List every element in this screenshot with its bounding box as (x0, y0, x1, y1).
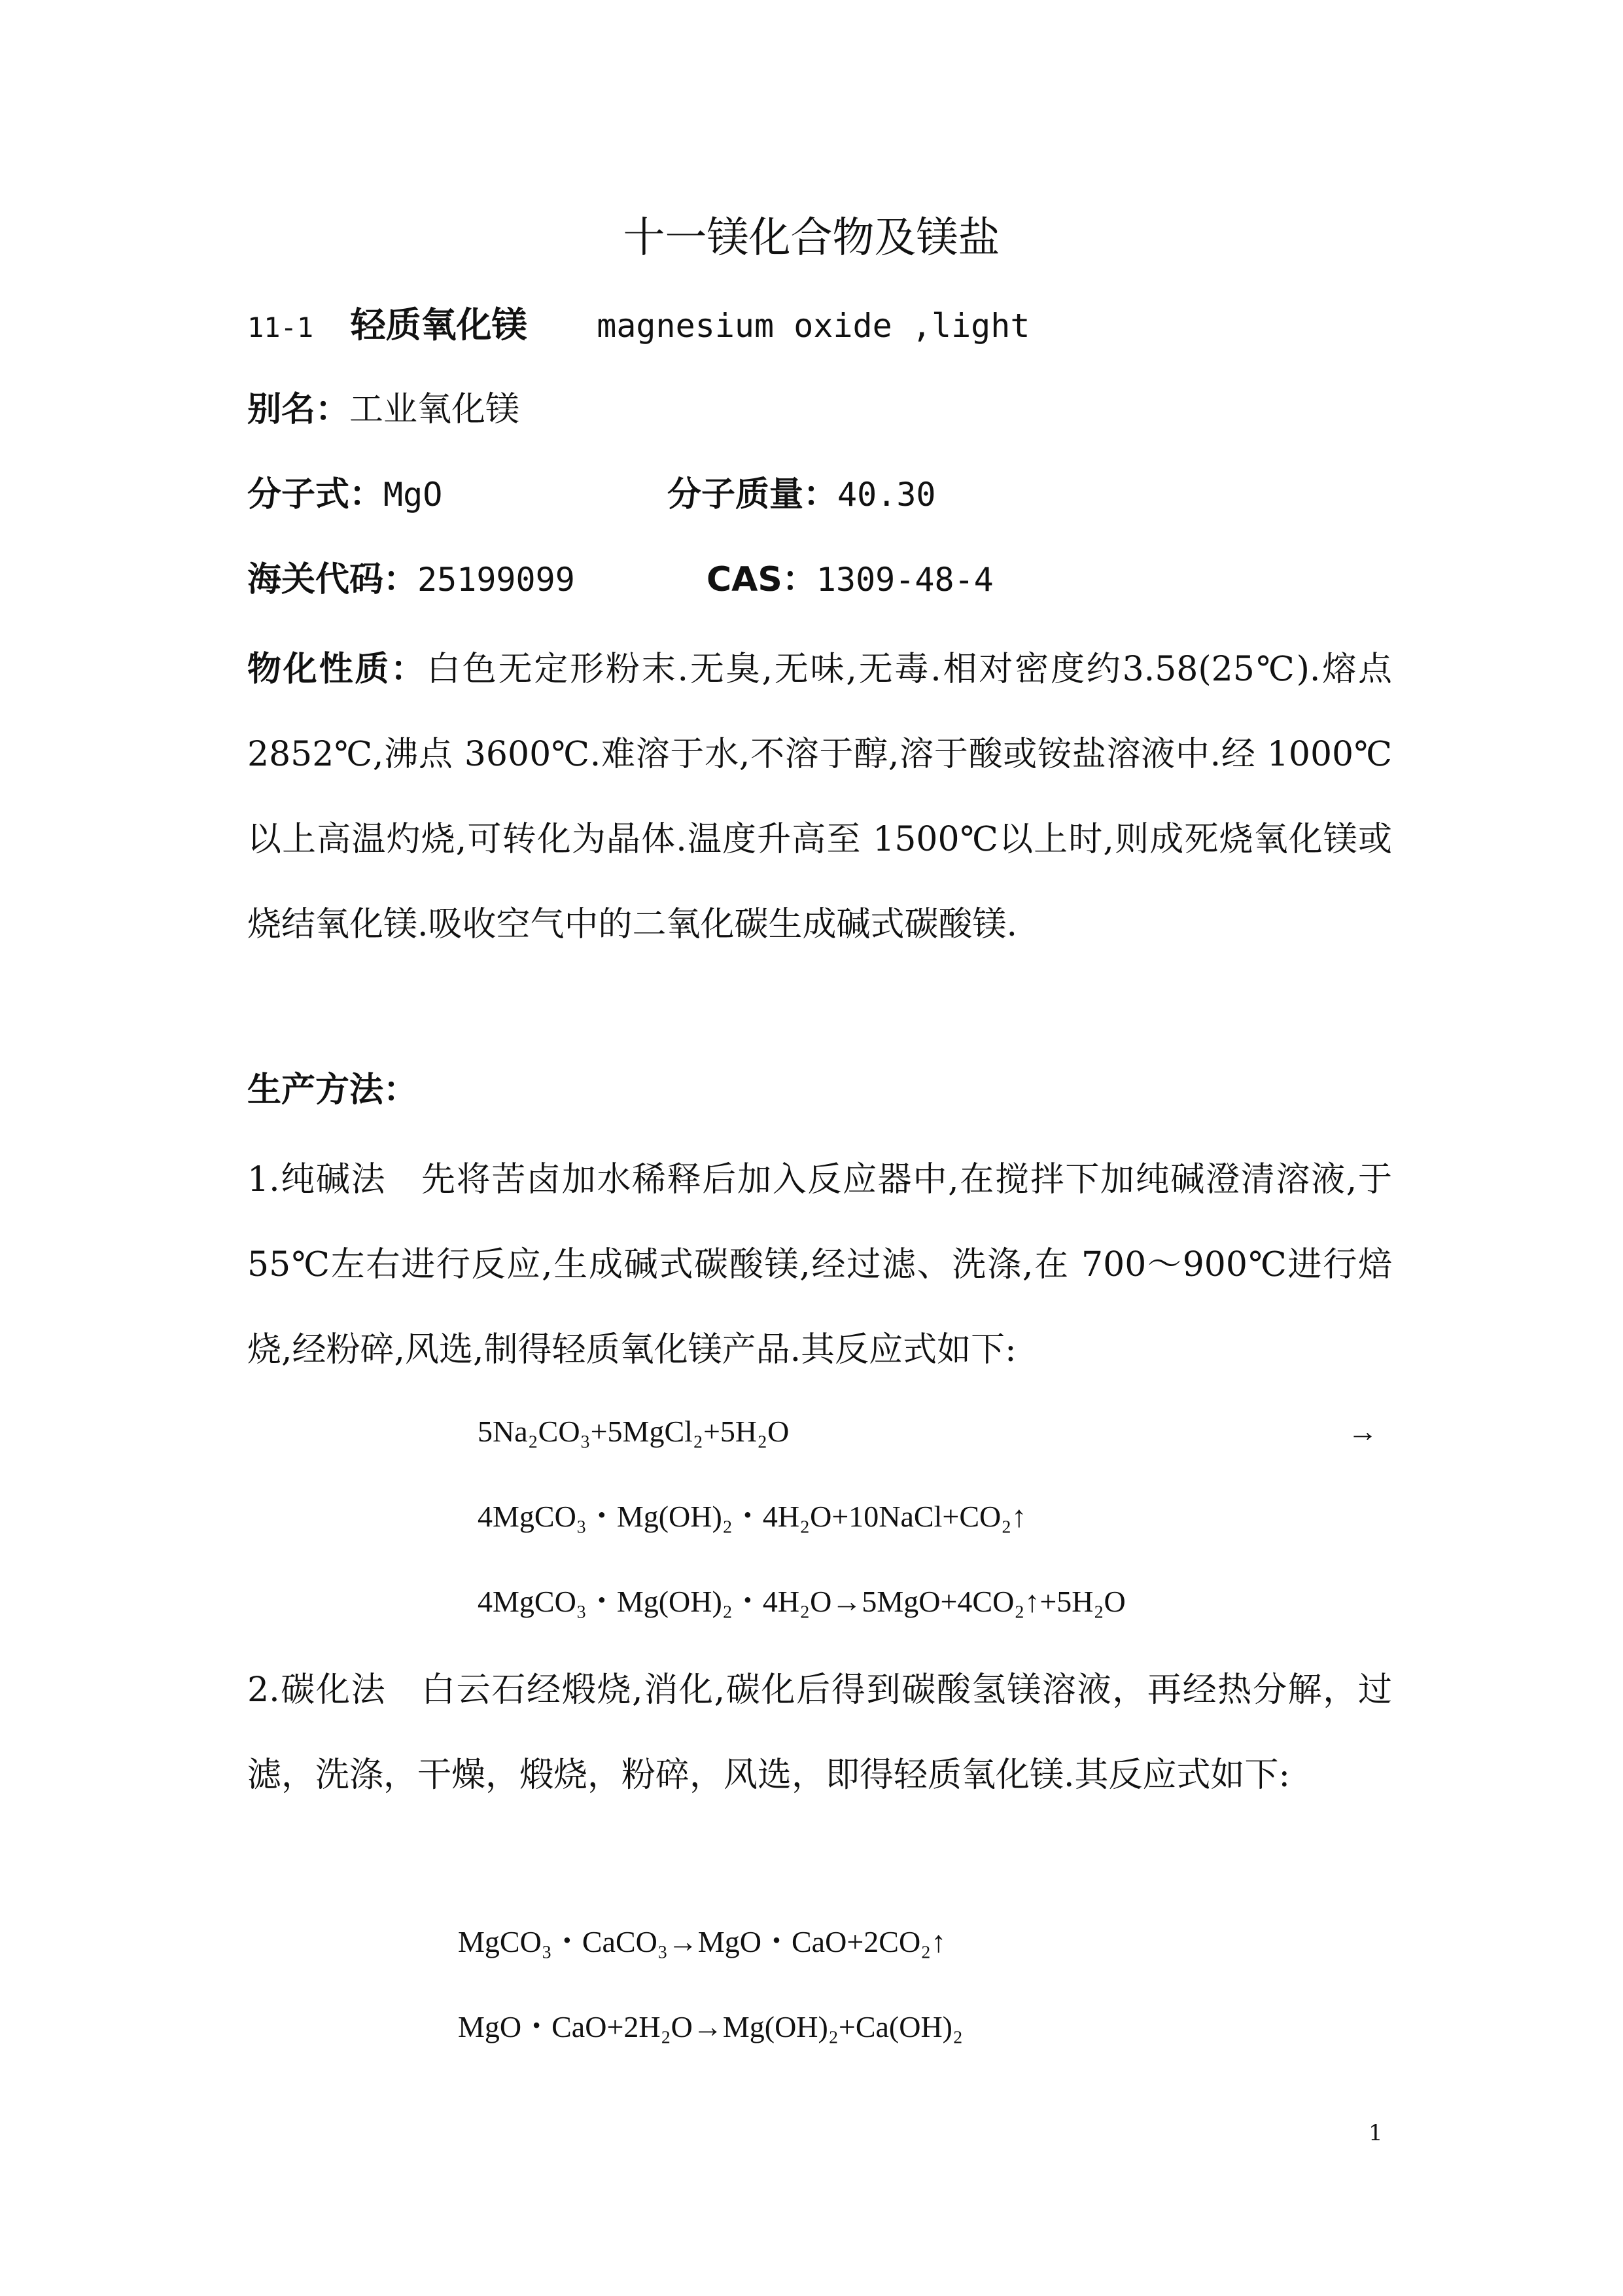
method1-paragraph: 1.纯碱法 先将苦卤加水稀释后加入反应器中,在搅拌下加纯碱澄清溶液,于 55℃左右进行反应,生成碱式碳酸镁,经过滤、洗涤,在 700～900℃进行焙烧,经粉碎,风选,制得轻质氧化镁产品.其反应式如下: (247, 1160, 1392, 1369)
page-title: 十一镁化合物及镁盐 (623, 214, 1000, 262)
formula-line (247, 475, 443, 514)
customs-label: 海关代码： (247, 560, 418, 599)
formula-label: 分子式： (247, 475, 384, 514)
method1-equation-2: 4MgCO₃・Mg(OH)₂・4H₂O→5MgO+4CO₂↑+5H₂O (478, 1585, 1126, 1618)
mass-line (667, 475, 936, 514)
entry-name-en: magnesium oxide ,light (597, 307, 1030, 345)
method2-equation-1: MgCO₃・CaCO₃→MgO・CaO+2CO₂↑ (458, 1925, 947, 1958)
entry-name-cn: 轻质氧化镁 (350, 304, 527, 345)
cas-line (707, 560, 994, 599)
properties-text: 白色无定形粉末.无臭,无味,无毒.相对密度约3.58(25℃).熔点 2852℃,沸点 3600℃.难溶于水,不溶于醇,溶于酸或铵盐溶液中.经 1000℃以上高温灼烧,可转化为晶体.温度升高至 1500℃以上时,则成死烧氧化镁或烧结氧化镁.吸收空气中的二氧化碳生成碱式碳酸镁. (247, 650, 1392, 944)
entry-number: 11-1 (247, 311, 314, 344)
mass-value: 40.30 (837, 476, 936, 514)
alias-label: 别名： (247, 390, 350, 429)
entry-heading (247, 304, 1030, 345)
method1-equation-arrow: → (1348, 1415, 1378, 1448)
customs-line (247, 560, 575, 599)
method1-equation-1b: 4MgCO₃・Mg(OH)₂・4H₂O+10NaCl+CO₂↑ (478, 1500, 1027, 1533)
alias-line (247, 390, 520, 429)
properties-label: 物化性质： (247, 650, 427, 689)
formula-value: MgO (383, 476, 443, 514)
method1-equation-1a: 5Na₂CO₃+5MgCl₂+5H₂O (478, 1415, 790, 1448)
production-heading: 生产方法： (247, 1070, 418, 1110)
alias-value: 工业氧化镁 (349, 390, 520, 429)
method2-equation-2: MgO・CaO+2H₂O→Mg(OH)₂+Ca(OH)₂ (458, 2010, 964, 2043)
cas-label: CAS： (707, 560, 816, 599)
customs-value: 25199099 (417, 561, 575, 599)
method2-paragraph: 2.碳化法 白云石经煅烧,消化,碳化后得到碳酸氢镁溶液，再经热分解，过滤，洗涤，干燥，煅烧，粉碎，风选，即得轻质氧化镁.其反应式如下: (247, 1670, 1392, 1795)
properties-paragraph (247, 627, 1392, 967)
page-number: 1 (1369, 2120, 1383, 2146)
mass-label: 分子质量： (667, 475, 838, 514)
cas-value: 1309-48-4 (816, 561, 994, 599)
